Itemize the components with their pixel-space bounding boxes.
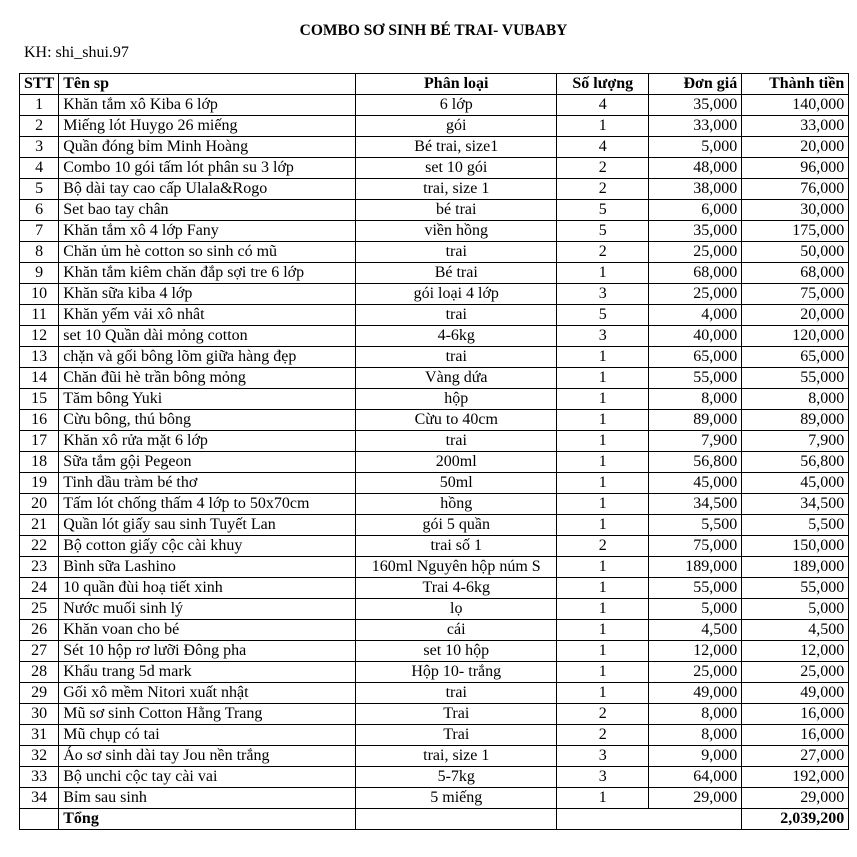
quantity-cell: 1 <box>557 452 649 473</box>
variant-cell: Bé trai, size1 <box>356 137 557 158</box>
name-cell: Nước muối sinh lý <box>59 599 356 620</box>
name-cell: Bình sữa Lashino <box>59 557 356 578</box>
stt-cell: 18 <box>20 452 59 473</box>
table-row <box>20 641 849 662</box>
name-cell: Quần lót giấy sau sinh Tuyết Lan <box>59 515 356 536</box>
amount-cell: 189,000 <box>742 557 849 578</box>
stt-cell: 25 <box>20 599 59 620</box>
table-row <box>20 515 849 536</box>
unit-price-cell: 56,800 <box>649 452 742 473</box>
variant-cell: Cừu to 40cm <box>356 410 557 431</box>
variant-cell: trai <box>356 431 557 452</box>
quantity-cell: 1 <box>557 473 649 494</box>
variant-cell: Trai <box>356 725 557 746</box>
quantity-cell: 5 <box>557 305 649 326</box>
header-amount: Thành tiền <box>742 74 849 95</box>
amount-cell: 30,000 <box>742 200 849 221</box>
variant-cell: hồng <box>356 494 557 515</box>
amount-cell: 65,000 <box>742 347 849 368</box>
total-stt-cell <box>20 809 59 830</box>
stt-cell: 2 <box>20 116 59 137</box>
amount-cell: 96,000 <box>742 158 849 179</box>
name-cell: Khăn tắm kiêm chăn đắp sợi tre 6 lớp <box>59 263 356 284</box>
amount-cell: 20,000 <box>742 305 849 326</box>
quantity-cell: 3 <box>557 746 649 767</box>
amount-cell: 140,000 <box>742 95 849 116</box>
amount-cell: 12,000 <box>742 641 849 662</box>
variant-cell: trai <box>356 305 557 326</box>
unit-price-cell: 25,000 <box>649 662 742 683</box>
name-cell: chặn và gối bông lõm giữa hàng đẹp <box>59 347 356 368</box>
name-cell: 10 quần đùi hoạ tiết xinh <box>59 578 356 599</box>
variant-cell: bé trai <box>356 200 557 221</box>
stt-cell: 7 <box>20 221 59 242</box>
variant-cell: 6 lớp <box>356 95 557 116</box>
amount-cell: 120,000 <box>742 326 849 347</box>
amount-cell: 175,000 <box>742 221 849 242</box>
header-row <box>20 74 849 95</box>
total-empty-cell <box>649 809 742 830</box>
unit-price-cell: 8,000 <box>649 704 742 725</box>
unit-price-cell: 12,000 <box>649 641 742 662</box>
table-row <box>20 368 849 389</box>
unit-price-cell: 4,500 <box>649 620 742 641</box>
stt-cell: 11 <box>20 305 59 326</box>
variant-cell: gói 5 quần <box>356 515 557 536</box>
table-row <box>20 431 849 452</box>
table-row <box>20 305 849 326</box>
total-row <box>20 809 849 830</box>
table-row <box>20 452 849 473</box>
quantity-cell: 3 <box>557 284 649 305</box>
name-cell: Khăn sữa kiba 4 lớp <box>59 284 356 305</box>
table-row <box>20 494 849 515</box>
amount-cell: 49,000 <box>742 683 849 704</box>
amount-cell: 192,000 <box>742 767 849 788</box>
quantity-cell: 2 <box>557 704 649 725</box>
quantity-cell: 3 <box>557 326 649 347</box>
name-cell: Chăn ủm hè cotton so sinh có mũ <box>59 242 356 263</box>
header-variant: Phân loại <box>356 74 557 95</box>
stt-cell: 6 <box>20 200 59 221</box>
name-cell: Mũ sơ sinh Cotton Hằng Trang <box>59 704 356 725</box>
variant-cell: Trai <box>356 704 557 725</box>
amount-cell: 5,000 <box>742 599 849 620</box>
stt-cell: 32 <box>20 746 59 767</box>
name-cell: Khăn tắm xô Kiba 6 lớp <box>59 95 356 116</box>
table-row <box>20 662 849 683</box>
unit-price-cell: 29,000 <box>649 788 742 809</box>
name-cell: Set bao tay chân <box>59 200 356 221</box>
stt-cell: 34 <box>20 788 59 809</box>
unit-price-cell: 25,000 <box>649 242 742 263</box>
name-cell: Tấm lót chống thấm 4 lớp to 50x70cm <box>59 494 356 515</box>
name-cell: Miếng lót Huygo 26 miếng <box>59 116 356 137</box>
unit-price-cell: 75,000 <box>649 536 742 557</box>
table-row <box>20 725 849 746</box>
table-row <box>20 347 849 368</box>
variant-cell: lọ <box>356 599 557 620</box>
unit-price-cell: 35,000 <box>649 221 742 242</box>
amount-cell: 56,800 <box>742 452 849 473</box>
stt-cell: 14 <box>20 368 59 389</box>
table-row <box>20 284 849 305</box>
quantity-cell: 2 <box>557 158 649 179</box>
unit-price-cell: 8,000 <box>649 725 742 746</box>
table-row <box>20 242 849 263</box>
table-row <box>20 536 849 557</box>
unit-price-cell: 7,900 <box>649 431 742 452</box>
variant-cell: cái <box>356 620 557 641</box>
variant-cell: set 10 gói <box>356 158 557 179</box>
quantity-cell: 3 <box>557 767 649 788</box>
name-cell: Cừu bông, thú bông <box>59 410 356 431</box>
table-row <box>20 599 849 620</box>
amount-cell: 89,000 <box>742 410 849 431</box>
unit-price-cell: 5,000 <box>649 599 742 620</box>
total-empty-cell <box>356 809 557 830</box>
total-value: 2,039,200 <box>742 809 849 830</box>
name-cell: Áo sơ sinh dài tay Jou nền trắng <box>59 746 356 767</box>
unit-price-cell: 45,000 <box>649 473 742 494</box>
amount-cell: 16,000 <box>742 704 849 725</box>
quantity-cell: 1 <box>557 683 649 704</box>
document-title: COMBO SƠ SINH BÉ TRAI- VUBABY <box>299 22 568 39</box>
amount-cell: 55,000 <box>742 368 849 389</box>
quantity-cell: 4 <box>557 137 649 158</box>
variant-cell: 200ml <box>356 452 557 473</box>
amount-cell: 76,000 <box>742 179 849 200</box>
order-table <box>19 73 849 830</box>
stt-cell: 19 <box>20 473 59 494</box>
unit-price-cell: 55,000 <box>649 578 742 599</box>
unit-price-cell: 38,000 <box>649 179 742 200</box>
unit-price-cell: 48,000 <box>649 158 742 179</box>
stt-cell: 28 <box>20 662 59 683</box>
amount-cell: 75,000 <box>742 284 849 305</box>
name-cell: Quần đóng bỉm Minh Hoàng <box>59 137 356 158</box>
unit-price-cell: 189,000 <box>649 557 742 578</box>
unit-price-cell: 33,000 <box>649 116 742 137</box>
variant-cell: trai <box>356 347 557 368</box>
stt-cell: 23 <box>20 557 59 578</box>
table-row <box>20 683 849 704</box>
name-cell: Khẩu trang 5d mark <box>59 662 356 683</box>
header-name: Tên sp <box>59 74 356 95</box>
quantity-cell: 5 <box>557 200 649 221</box>
stt-cell: 33 <box>20 767 59 788</box>
amount-cell: 55,000 <box>742 578 849 599</box>
unit-price-cell: 65,000 <box>649 347 742 368</box>
header-stt: STT <box>20 74 59 95</box>
table-row <box>20 578 849 599</box>
variant-cell: set 10 hộp <box>356 641 557 662</box>
unit-price-cell: 6,000 <box>649 200 742 221</box>
name-cell: Khăn voan cho bé <box>59 620 356 641</box>
name-cell: Bộ cotton giấy cộc cài khuy <box>59 536 356 557</box>
quantity-cell: 1 <box>557 662 649 683</box>
quantity-cell: 2 <box>557 179 649 200</box>
name-cell: Gối xô mềm Nitori xuất nhật <box>59 683 356 704</box>
stt-cell: 20 <box>20 494 59 515</box>
name-cell: Khăn yếm vải xô nhât <box>59 305 356 326</box>
total-empty-cell <box>557 809 649 830</box>
unit-price-cell: 25,000 <box>649 284 742 305</box>
stt-cell: 5 <box>20 179 59 200</box>
quantity-cell: 1 <box>557 494 649 515</box>
unit-price-cell: 68,000 <box>649 263 742 284</box>
table-row <box>20 767 849 788</box>
table-row <box>20 116 849 137</box>
unit-price-cell: 55,000 <box>649 368 742 389</box>
unit-price-cell: 34,500 <box>649 494 742 515</box>
amount-cell: 16,000 <box>742 725 849 746</box>
table-row <box>20 326 849 347</box>
name-cell: Combo 10 gói tấm lót phân su 3 lớp <box>59 158 356 179</box>
stt-cell: 29 <box>20 683 59 704</box>
table-row <box>20 788 849 809</box>
quantity-cell: 1 <box>557 788 649 809</box>
table-row <box>20 263 849 284</box>
stt-cell: 17 <box>20 431 59 452</box>
unit-price-cell: 89,000 <box>649 410 742 431</box>
table-row <box>20 221 849 242</box>
unit-price-cell: 35,000 <box>649 95 742 116</box>
stt-cell: 4 <box>20 158 59 179</box>
quantity-cell: 1 <box>557 263 649 284</box>
quantity-cell: 1 <box>557 578 649 599</box>
variant-cell: trai <box>356 242 557 263</box>
table-row <box>20 746 849 767</box>
stt-cell: 22 <box>20 536 59 557</box>
table-row <box>20 158 849 179</box>
variant-cell: trai, size 1 <box>356 746 557 767</box>
table-row <box>20 473 849 494</box>
amount-cell: 25,000 <box>742 662 849 683</box>
amount-cell: 33,000 <box>742 116 849 137</box>
stt-cell: 21 <box>20 515 59 536</box>
stt-cell: 30 <box>20 704 59 725</box>
name-cell: Bộ dài tay cao cấp Ulala&Rogo <box>59 179 356 200</box>
table-row <box>20 557 849 578</box>
variant-cell: gói loại 4 lớp <box>356 284 557 305</box>
variant-cell: 5 miếng <box>356 788 557 809</box>
stt-cell: 16 <box>20 410 59 431</box>
quantity-cell: 1 <box>557 116 649 137</box>
name-cell: Khăn xô rửa mặt 6 lớp <box>59 431 356 452</box>
variant-cell: trai, size 1 <box>356 179 557 200</box>
amount-cell: 4,500 <box>742 620 849 641</box>
amount-cell: 7,900 <box>742 431 849 452</box>
stt-cell: 31 <box>20 725 59 746</box>
variant-cell: 50ml <box>356 473 557 494</box>
amount-cell: 45,000 <box>742 473 849 494</box>
customer-label: KH: shi_shui.97 <box>24 44 129 61</box>
variant-cell: 160ml Nguyên hộp núm S <box>356 557 557 578</box>
amount-cell: 5,500 <box>742 515 849 536</box>
name-cell: Chăn đũi hè trần bông mỏng <box>59 368 356 389</box>
name-cell: Mũ chụp có tai <box>59 725 356 746</box>
stt-cell: 1 <box>20 95 59 116</box>
variant-cell: Vàng dứa <box>356 368 557 389</box>
variant-cell: trai <box>356 683 557 704</box>
table-row <box>20 410 849 431</box>
stt-cell: 8 <box>20 242 59 263</box>
variant-cell: Trai 4-6kg <box>356 578 557 599</box>
name-cell: Bộ unchi cộc tay cài vai <box>59 767 356 788</box>
variant-cell: 4-6kg <box>356 326 557 347</box>
stt-cell: 13 <box>20 347 59 368</box>
quantity-cell: 1 <box>557 641 649 662</box>
total-label: Tổng <box>59 809 356 830</box>
amount-cell: 8,000 <box>742 389 849 410</box>
stt-cell: 27 <box>20 641 59 662</box>
amount-cell: 27,000 <box>742 746 849 767</box>
quantity-cell: 4 <box>557 95 649 116</box>
amount-cell: 34,500 <box>742 494 849 515</box>
name-cell: Tinh dầu tràm bé thơ <box>59 473 356 494</box>
stt-cell: 15 <box>20 389 59 410</box>
variant-cell: hộp <box>356 389 557 410</box>
quantity-cell: 2 <box>557 242 649 263</box>
stt-cell: 10 <box>20 284 59 305</box>
quantity-cell: 2 <box>557 725 649 746</box>
name-cell: set 10 Quần dài mỏng cotton <box>59 326 356 347</box>
quantity-cell: 1 <box>557 620 649 641</box>
quantity-cell: 1 <box>557 410 649 431</box>
amount-cell: 150,000 <box>742 536 849 557</box>
stt-cell: 9 <box>20 263 59 284</box>
table-row <box>20 95 849 116</box>
variant-cell: viền hồng <box>356 221 557 242</box>
name-cell: Khăn tắm xô 4 lớp Fany <box>59 221 356 242</box>
amount-cell: 50,000 <box>742 242 849 263</box>
header-quantity: Số lượng <box>557 74 649 95</box>
stt-cell: 24 <box>20 578 59 599</box>
name-cell: Sét 10 hộp rơ lưỡi Đông pha <box>59 641 356 662</box>
quantity-cell: 5 <box>557 221 649 242</box>
name-cell: Tăm bông Yuki <box>59 389 356 410</box>
quantity-cell: 1 <box>557 557 649 578</box>
unit-price-cell: 49,000 <box>649 683 742 704</box>
amount-cell: 29,000 <box>742 788 849 809</box>
unit-price-cell: 4,000 <box>649 305 742 326</box>
stt-cell: 12 <box>20 326 59 347</box>
table-row <box>20 389 849 410</box>
table-row <box>20 179 849 200</box>
table-row <box>20 200 849 221</box>
table-row <box>20 620 849 641</box>
stt-cell: 3 <box>20 137 59 158</box>
unit-price-cell: 40,000 <box>649 326 742 347</box>
variant-cell: 5-7kg <box>356 767 557 788</box>
quantity-cell: 1 <box>557 515 649 536</box>
quantity-cell: 1 <box>557 431 649 452</box>
quantity-cell: 1 <box>557 389 649 410</box>
unit-price-cell: 5,500 <box>649 515 742 536</box>
quantity-cell: 1 <box>557 368 649 389</box>
quantity-cell: 2 <box>557 536 649 557</box>
unit-price-cell: 64,000 <box>649 767 742 788</box>
header-unit-price: Đơn giá <box>649 74 742 95</box>
name-cell: Bỉm sau sinh <box>59 788 356 809</box>
variant-cell: Bé trai <box>356 263 557 284</box>
variant-cell: gói <box>356 116 557 137</box>
quantity-cell: 1 <box>557 347 649 368</box>
amount-cell: 68,000 <box>742 263 849 284</box>
variant-cell: Hộp 10- trắng <box>356 662 557 683</box>
variant-cell: trai số 1 <box>356 536 557 557</box>
unit-price-cell: 9,000 <box>649 746 742 767</box>
stt-cell: 26 <box>20 620 59 641</box>
name-cell: Sữa tắm gội Pegeon <box>59 452 356 473</box>
quantity-cell: 1 <box>557 599 649 620</box>
table-row <box>20 137 849 158</box>
unit-price-cell: 8,000 <box>649 389 742 410</box>
amount-cell: 20,000 <box>742 137 849 158</box>
table-row <box>20 704 849 725</box>
unit-price-cell: 5,000 <box>649 137 742 158</box>
